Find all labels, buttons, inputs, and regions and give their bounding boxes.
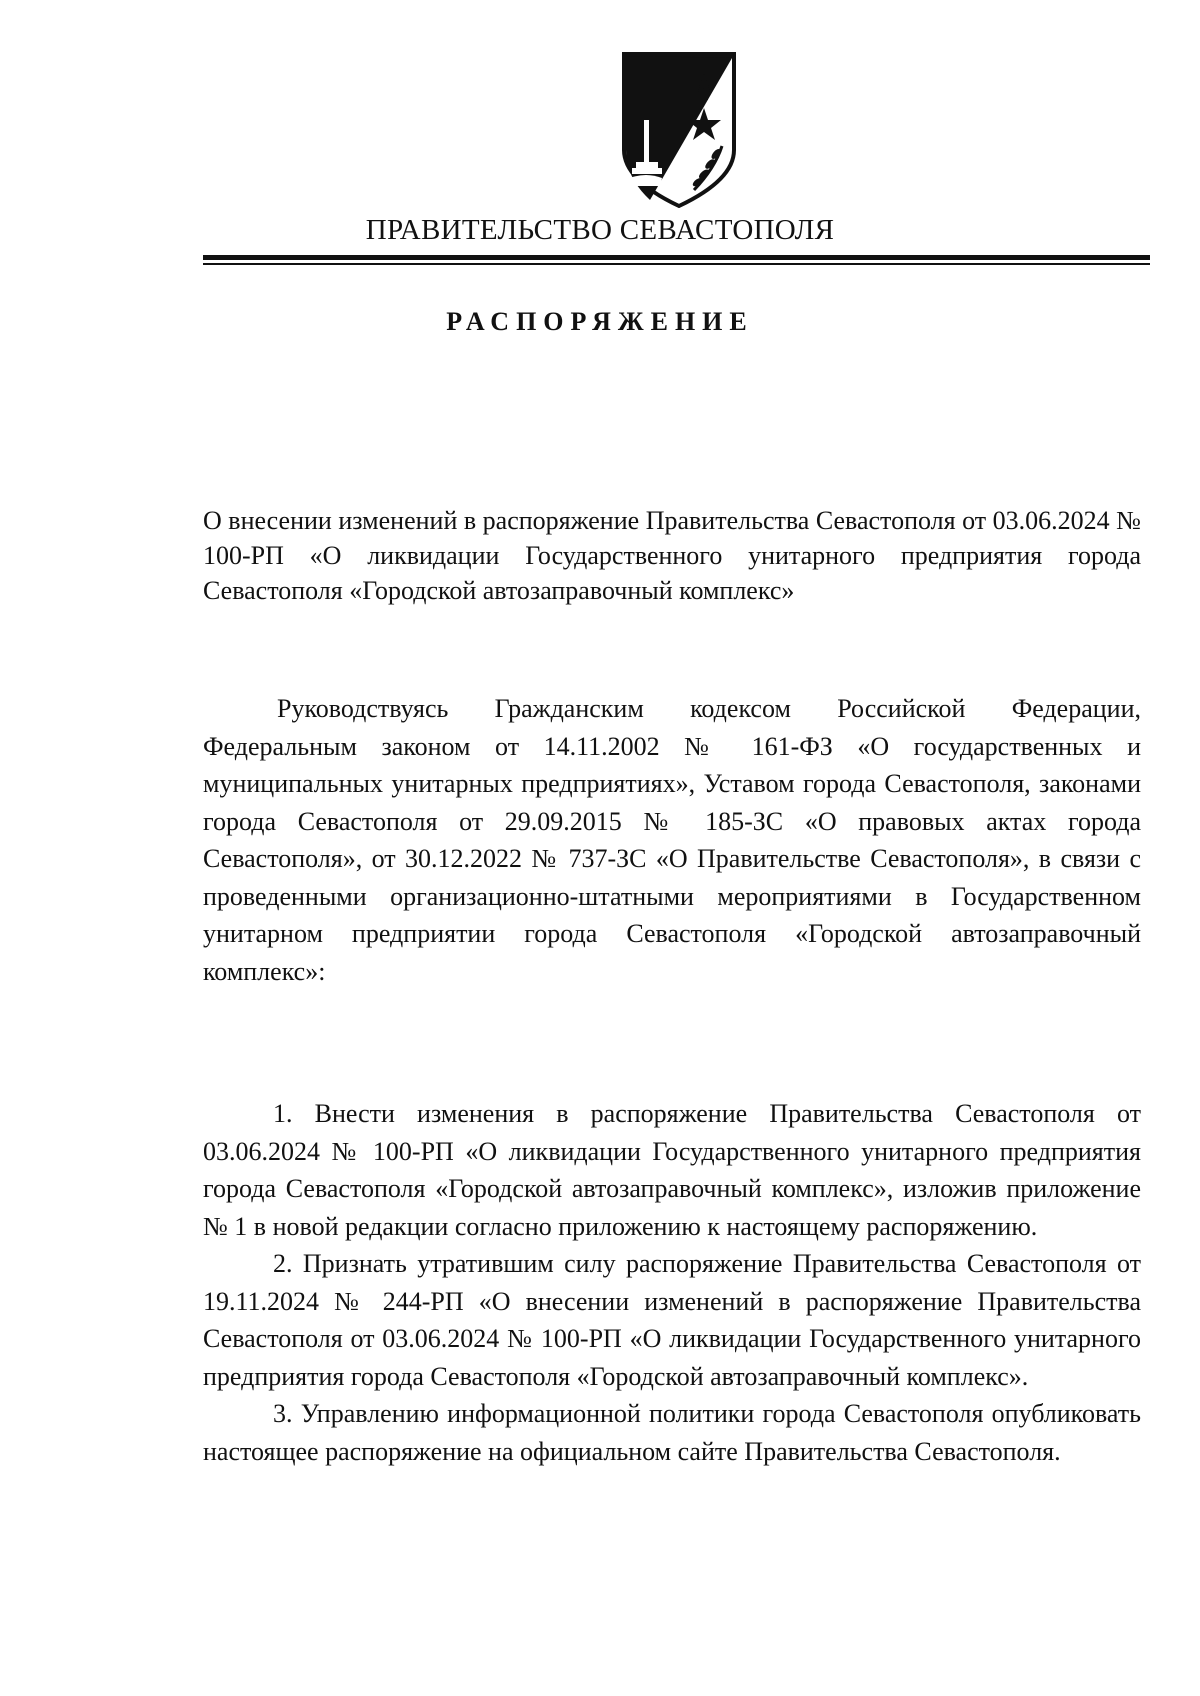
header-divider-thick <box>203 255 1150 260</box>
order-item: 3. Управлению информационной политики города Севастополя опубликовать настоящее распоряжение на официальном сайте Правительства Севастополя. <box>203 1399 1141 1466</box>
order-items-list <box>203 1095 1141 1470</box>
order-item: 2. Признать утратившим силу распоряжение Правительства Севастополя от 19.11.2024 № 244-РП «О внесении изменений в распоряжение Правительства Севастополя от 03.06.2024 № 100-РП «О ликвидации Государственного унитарного предприятия города Севастополя «Городской автозаправочный комплекс». <box>203 1249 1141 1391</box>
header-divider-thin <box>203 263 1150 265</box>
document-preamble: Руководствуясь Гражданским кодексом Российской Федерации, Федеральным законом от 14.11.2002 № 161-ФЗ «О государственных и муниципальных унитарных предприятиях», Уставом города Севастополя, законами города Севастополя от 29.09.2015 № 185-ЗС «О правовых актах города Севастополя», от 30.12.2022 № 737-ЗС «О Правительстве Севастополя», в связи с проведенными организационно-штатными мероприятиями в Государственном унитарном предприятии города Севастополя «Городской автозаправочный комплекс»: <box>203 694 1141 986</box>
document-type-title: РАСПОРЯЖЕНИЕ <box>446 307 754 336</box>
coat-of-arms-icon <box>620 50 738 208</box>
organization-name: ПРАВИТЕЛЬСТВО СЕВАСТОПОЛЯ <box>365 214 835 246</box>
document-subject: О внесении изменений в распоряжение Правительства Севастополя от 03.06.2024 № 100-РП «О ликвидации Государственного унитарного предприятия города Севастополя «Городской автозаправочный комплекс» <box>203 506 1141 605</box>
order-item: 1. Внести изменения в распоряжение Правительства Севастополя от 03.06.2024 № 100-РП «О ликвидации Государственного унитарного предприятия города Севастополя «Городской автозаправочный комплекс», изложив приложение № 1 в новой редакции согласно приложению к настоящему распоряжению. <box>203 1099 1141 1241</box>
